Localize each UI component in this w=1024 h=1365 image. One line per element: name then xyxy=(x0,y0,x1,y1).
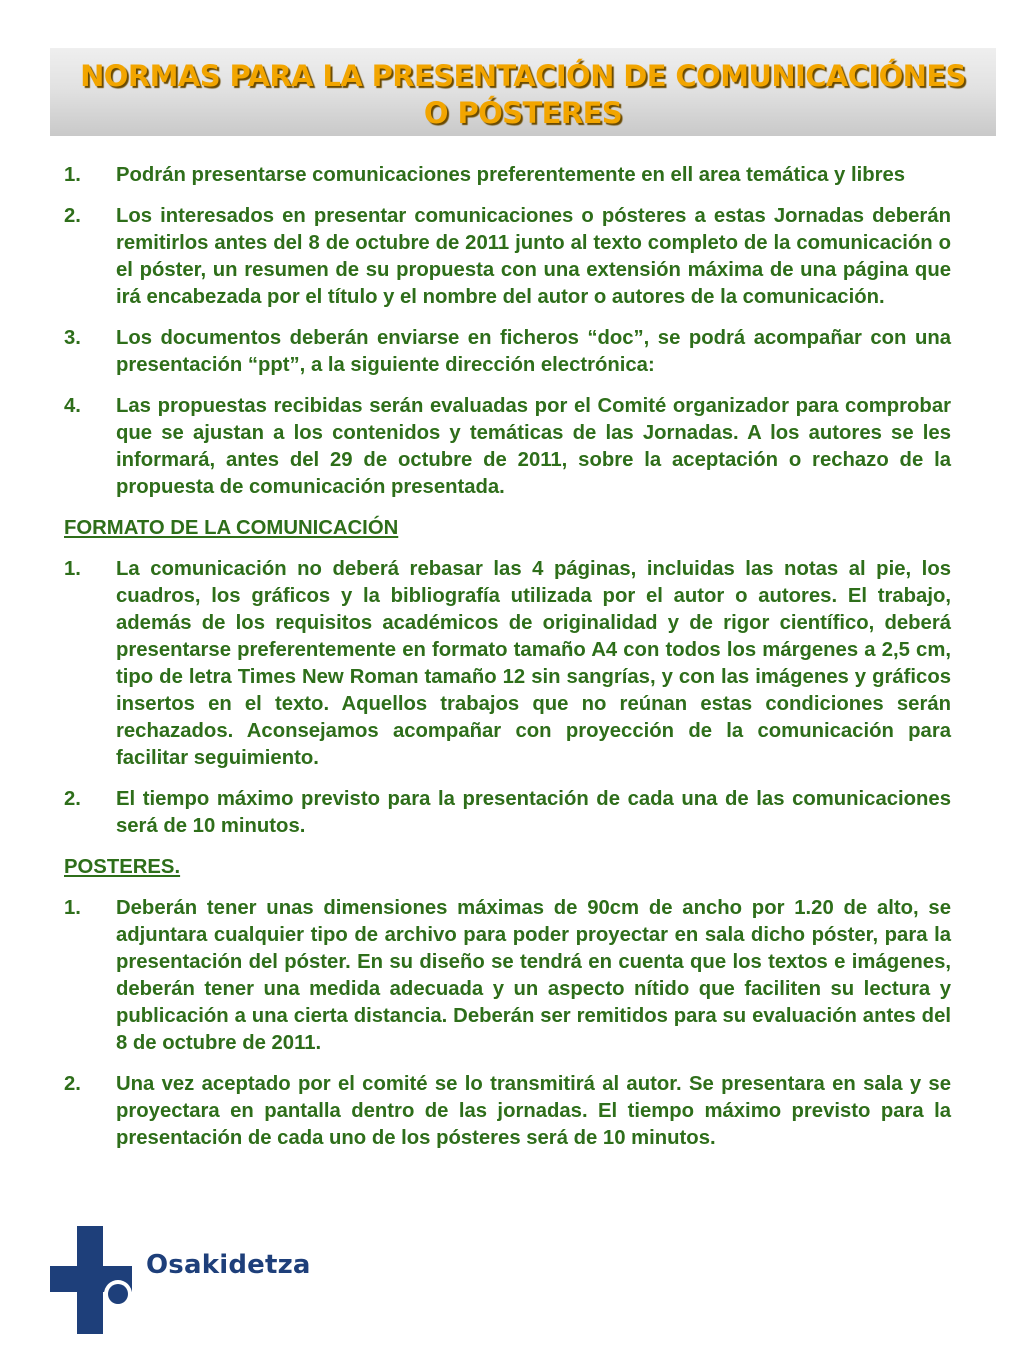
page-title-line-1: NORMAS PARA LA PRESENTACIÓN DE COMUNICACIÓNES xyxy=(80,59,966,93)
list-item xyxy=(64,393,951,501)
item-text: Los interesados en presentar comunicaciones o pósteres a estas Jornadas deberán remitirlos antes del 8 de octubre de 2011 junto al texto completo de la comunicación o el póster, un resumen de su propuesta con una extensión máxima de una página que irá encabezada por el título y el nombre del autor o autores de la comunicación. xyxy=(116,205,951,308)
list-item xyxy=(64,1071,951,1152)
list-item xyxy=(64,203,951,311)
item-text: El tiempo máximo previsto para la presentación de cada una de las comunicaciones será de 10 minutos. xyxy=(116,788,951,837)
item-text: La comunicación no deberá rebasar las 4 páginas, incluidas las notas al pie, los cuadros, los gráficos y la bibliografía utilizada por el autor o autores. El trabajo, además de los requisitos académicos de originalidad y de rigor científico, deberá presentarse preferentemente en formato tamaño A4 con todos los márgenes a 2,5 cm, tipo de letra Times New Roman tamaño 12 sin sangrías, y con las imágenes y gráficos insertos en el texto. Aquellos trabajos que no reúnan estas condiciones serán rechazados. Aconsejamos acompañar con proyección de la comunicación para facilitar seguimiento. xyxy=(116,558,951,769)
item-number: 1. xyxy=(64,164,81,186)
section-heading-formato: FORMATO DE LA COMUNICACIÓN xyxy=(64,517,399,539)
list-item xyxy=(64,895,951,1057)
list-item xyxy=(64,325,951,379)
section-heading-posteres: POSTERES. xyxy=(64,856,181,878)
list-item xyxy=(64,556,951,772)
title-banner xyxy=(50,48,996,136)
logo-top-left-gap xyxy=(64,1226,77,1266)
list-item xyxy=(64,162,951,189)
item-text: Una vez aceptado por el comité se lo transmitirá al autor. Se presentara en sala y se proyectara en pantalla dentro de las jornadas. El tiempo máximo previsto para la presentación de cada uno de los pósteres será de 10 minutos. xyxy=(116,1073,951,1149)
item-text: Podrán presentarse comunicaciones preferentemente en ell area temática y libres xyxy=(116,164,906,186)
page-title-line-2: O PÓSTERES xyxy=(423,96,623,130)
item-number: 2. xyxy=(64,205,81,227)
item-number: 2. xyxy=(64,788,81,810)
logo-wordmark: Osakidetza xyxy=(146,1250,311,1280)
item-text: Los documentos deberán enviarse en ficheros “doc”, se podrá acompañar con una presentación “ppt”, a la siguiente dirección electrónica: xyxy=(116,327,951,376)
item-number: 1. xyxy=(64,558,81,580)
item-text: Las propuestas recibidas serán evaluadas por el Comité organizador para comprobar que se ajustan a los contenidos y temáticas de las Jornadas. A los autores se les informará, antes del 29 de octubre de 2011, sobre la aceptación o rechazo de la propuesta de comunicación presentada. xyxy=(116,395,951,498)
osakidetza-logo-icon xyxy=(50,1226,132,1334)
item-number: 3. xyxy=(64,327,81,349)
logo-dot-inner xyxy=(108,1284,128,1304)
intro-list xyxy=(64,162,951,501)
item-number: 1. xyxy=(64,897,81,919)
item-number: 4. xyxy=(64,395,81,417)
posteres-list xyxy=(64,895,951,1152)
item-number: 2. xyxy=(64,1073,81,1095)
list-item xyxy=(64,786,951,840)
document-body xyxy=(64,162,951,1166)
formato-list xyxy=(64,556,951,840)
item-text: Deberán tener unas dimensiones máximas de 90cm de ancho por 1.20 de alto, se adjuntara cualquier tipo de archivo para poder proyectar en sala dicho póster, para la presentación del póster. En su diseño se tendrá en cuenta que los textos e imágenes, deberán tener una medida adecuada y un aspecto nítido que faciliten su lectura y publicación a una cierta distancia. Deberán ser remitidos para su evaluación antes del 8 de octubre de 2011. xyxy=(116,897,951,1054)
